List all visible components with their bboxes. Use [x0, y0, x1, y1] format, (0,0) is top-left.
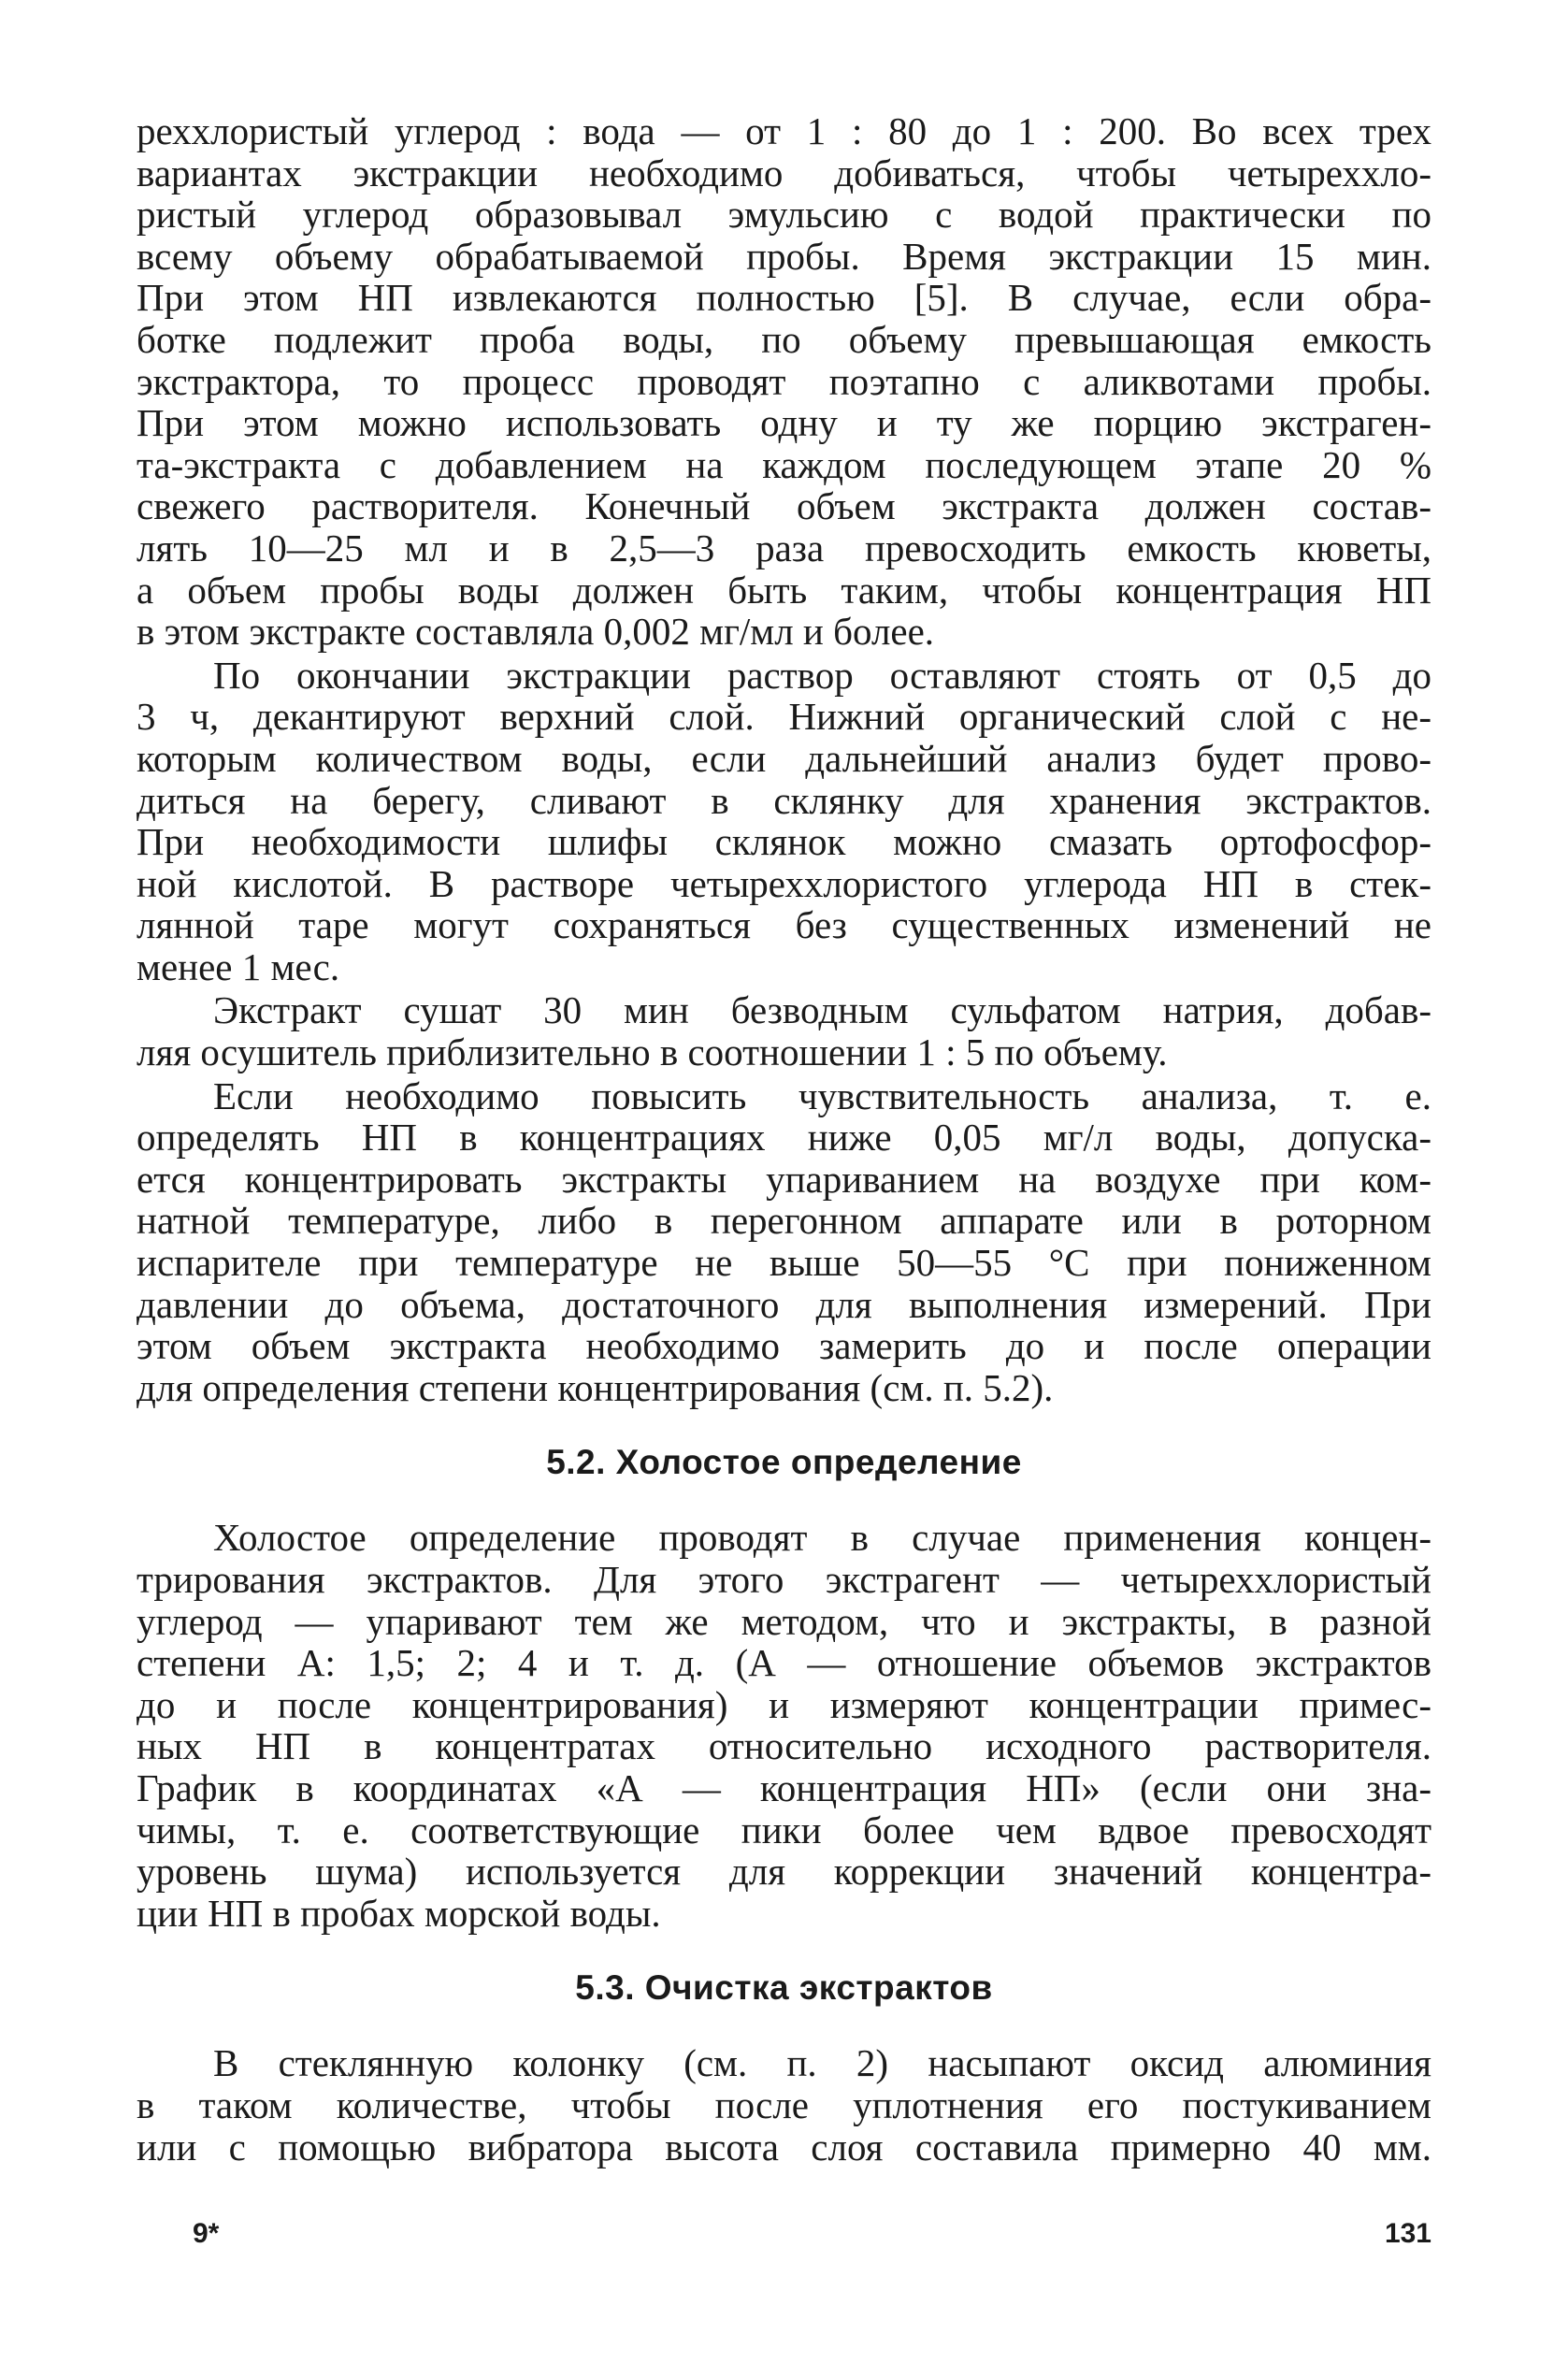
- text-line: свежего растворителя. Конечный объем экстракта должен состав-: [137, 484, 1431, 528]
- text-line: При этом НП извлекаются полностью [5]. В случае, если обра-: [137, 276, 1431, 320]
- text-line: ляя осушитель приблизительно в соотношении 1 : 5 по объему.: [137, 1030, 1168, 1074]
- text-line: степени А: 1,5; 2; 4 и т. д. (А — отношение объемов экстрактов: [137, 1641, 1431, 1685]
- section-5-2-body: [137, 1517, 1431, 1934]
- text-line: диться на берегу, сливают в склянку для хранения экстрактов.: [137, 778, 1431, 822]
- text-line: уровень шума) используется для коррекции значений концентра-: [137, 1850, 1431, 1894]
- paragraph-1: [137, 110, 1431, 653]
- text-line: ботке подлежит проба воды, по объему превышающая емкость: [137, 317, 1431, 361]
- text-line: ной кислотой. В растворе четыреххлористого углерода НП в стек-: [137, 861, 1431, 905]
- text-line: Холостое определение проводят в случае применения концен-: [213, 1516, 1431, 1560]
- text-line: этом объем экстракта необходимо замерить до и после операции: [137, 1324, 1431, 1368]
- text-line: В стеклянную колонку (см. п. 2) насыпают оксид алюминия: [213, 2041, 1431, 2085]
- text-line: При необходимости шлифы склянок можно смазать ортофосфор-: [137, 820, 1431, 864]
- signature-mark: 9*: [193, 2218, 220, 2249]
- text-line: а объем пробы воды должен быть таким, чтобы концентрация НП: [137, 568, 1431, 612]
- text-line: натной температуре, либо в перегонном аппарате или в роторном: [137, 1199, 1431, 1243]
- text-line: ристый углерод образовывал эмульсию с водой практически по: [137, 193, 1431, 237]
- text-line: или с помощью вибратора высота слоя составила примерно 40 мм.: [137, 2125, 1431, 2168]
- text-line: чимы, т. е. соответствующие пики более чем вдвое превосходят: [137, 1808, 1431, 1851]
- text-line: 3 ч, декантируют верхний слой. Нижний органический слой с не-: [137, 695, 1431, 739]
- text-line: та-экстракта с добавлением на каждом последующем этапе 20 %: [137, 442, 1431, 486]
- text-line: По окончании экстракции раствор оставляют стоять от 0,5 до: [213, 653, 1431, 697]
- section-5-3-body: [137, 2042, 1431, 2168]
- text-line: экстрактора, то процесс проводят поэтапно с аликвотами пробы.: [137, 359, 1431, 403]
- text-line: всему объему обрабатываемой пробы. Время экстракции 15 мин.: [137, 234, 1431, 278]
- text-line: ется концентрировать экстракты упариванием на воздухе при ком-: [137, 1157, 1431, 1201]
- text-line: в этом экстракте составляла 0,002 мг/мл и более.: [137, 610, 935, 654]
- text-line: ции НП в пробах морской воды.: [137, 1891, 661, 1935]
- text-line: до и после концентрирования) и измеряют концентрации примес-: [137, 1682, 1431, 1726]
- text-line: углерод — упаривают тем же методом, что и экстракты, в разной: [137, 1599, 1431, 1643]
- page-number: 131: [1384, 2218, 1431, 2249]
- paragraph-4: [137, 1075, 1431, 1409]
- text-line: которым количеством воды, если дальнейший анализ будет прово-: [137, 736, 1431, 780]
- text-line: лять 10—25 мл и в 2,5—3 раза превосходить емкость кюветы,: [137, 526, 1431, 569]
- text-line: Если необходимо повысить чувствительность анализа, т. е.: [213, 1073, 1431, 1117]
- text-line: реххлористый углерод : вода — от 1 : 80 до 1 : 200. Во всех трех: [137, 109, 1431, 152]
- text-line: для определения степени концентрирования (см. п. 5.2).: [137, 1365, 1054, 1409]
- text-line: График в координатах «А — концентрация НП» (если они зна-: [137, 1765, 1431, 1809]
- section-heading-5-3: 5.3. Очистка экстрактов: [575, 1968, 993, 2008]
- text-line: давлении до объема, достаточного для выполнения измерений. При: [137, 1282, 1431, 1326]
- text-line: менее 1 мес.: [137, 944, 340, 988]
- text-line: определять НП в концентрациях ниже 0,05 мг/л воды, допуска-: [137, 1116, 1431, 1160]
- paragraph-3: [137, 989, 1431, 1073]
- page-body: [137, 110, 1431, 2168]
- text-line: лянной таре могут сохраняться без существенных изменений не: [137, 903, 1431, 947]
- text-line: ных НП в концентратах относительно исходного растворителя.: [137, 1724, 1431, 1768]
- text-line: вариантах экстракции необходимо добиваться, чтобы четыреххло-: [137, 151, 1431, 195]
- text-line: Экстракт сушат 30 мин безводным сульфатом натрия, добав-: [213, 988, 1431, 1032]
- text-line: испарителе при температуре не выше 50—55 °С при пониженном: [137, 1241, 1431, 1285]
- text-line: При этом можно использовать одну и ту же порцию экстраген-: [137, 401, 1431, 445]
- text-line: трирования экстрактов. Для этого экстрагент — четыреххлористый: [137, 1558, 1431, 1601]
- section-heading-5-2: 5.2. Холостое определение: [546, 1443, 1022, 1482]
- paragraph-2: [137, 655, 1431, 988]
- text-line: в таком количестве, чтобы после уплотнения его постукиванием: [137, 2082, 1431, 2126]
